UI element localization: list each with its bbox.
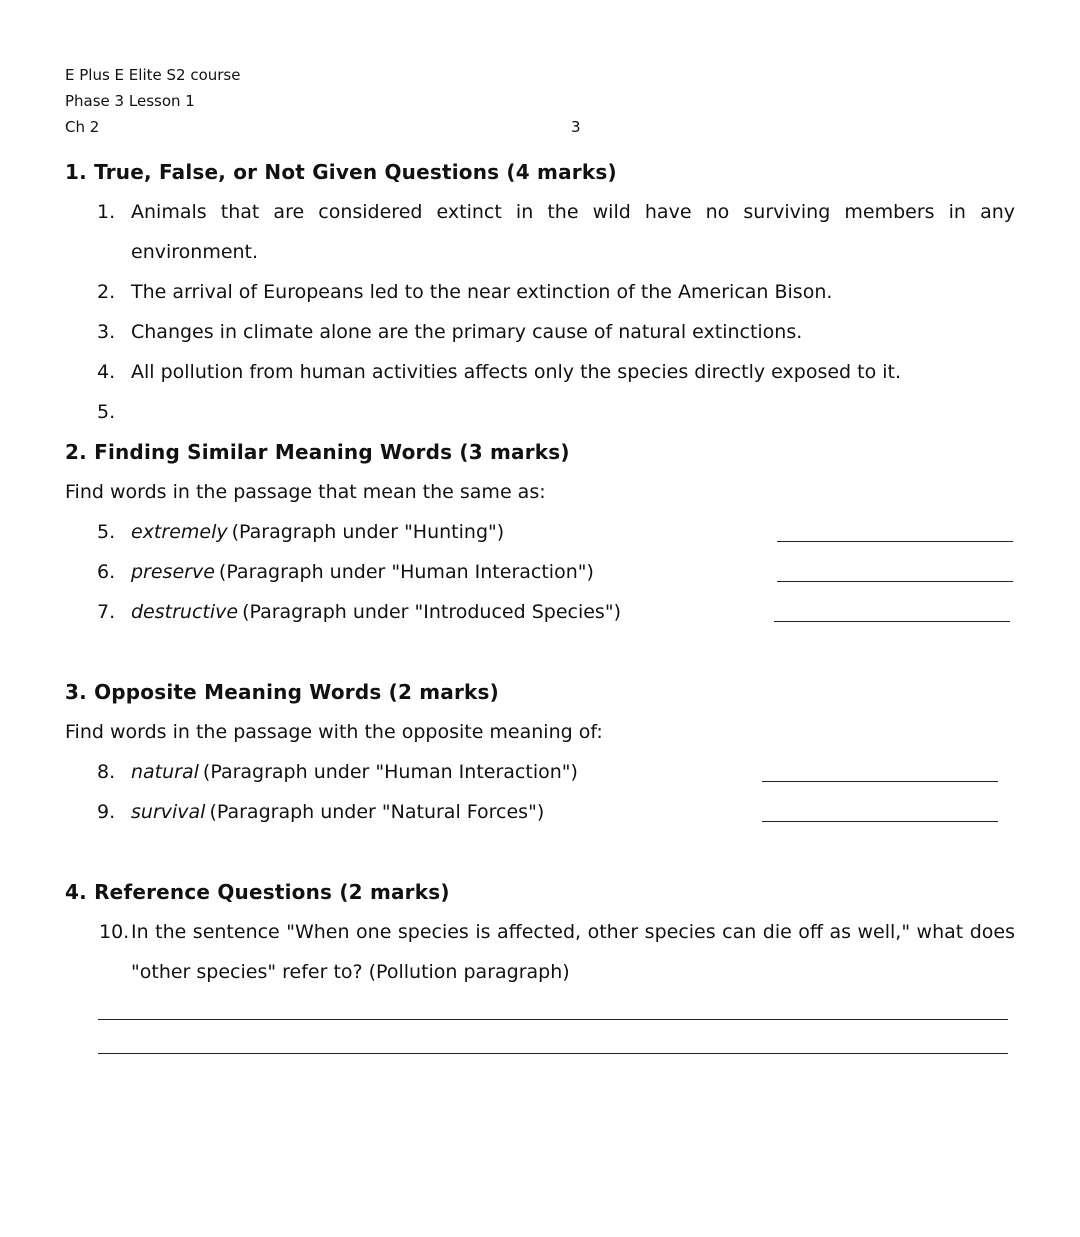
paragraph-reference: (Paragraph under "Human Interaction") [218, 561, 594, 583]
spacer [65, 632, 1015, 672]
question-text: The arrival of Europeans led to the near extinction of the American Bison. [131, 281, 833, 303]
question-3 [65, 312, 1015, 352]
worksheet-body [65, 152, 1015, 1060]
question-number: 9. [97, 801, 116, 823]
question-number: 8. [97, 761, 116, 783]
question-7 [65, 592, 1015, 632]
question-8 [65, 752, 1015, 792]
question-text: In the sentence "When one species is affected, other species can die off as well," what does "other species" refer to? (Pollution paragraph) [131, 921, 1015, 983]
answer-blank[interactable] [777, 512, 1013, 552]
question-text: All pollution from human activities affects only the species directly exposed to it. [131, 361, 902, 383]
section-3-title: 3. Opposite Meaning Words (2 marks) [65, 680, 499, 704]
question-text: Changes in climate alone are the primary cause of natural extinctions. [131, 321, 803, 343]
paragraph-reference: (Paragraph under "Hunting") [231, 521, 505, 543]
question-number: 1. [97, 201, 116, 223]
section-2-title: 2. Finding Similar Meaning Words (3 marks) [65, 440, 570, 464]
question-text: Animals that are considered extinct in the wild have no surviving members in any environment. [131, 201, 1015, 263]
page-header [65, 62, 1015, 140]
target-word: destructive [131, 601, 239, 623]
paragraph-reference: (Paragraph under "Natural Forces") [209, 801, 545, 823]
question-10 [65, 912, 1015, 992]
chapter-row [65, 114, 1015, 140]
paragraph-reference: (Paragraph under "Introduced Species") [242, 601, 621, 623]
target-word: extremely [131, 521, 228, 543]
course-name: E Plus E Elite S2 course [65, 66, 241, 84]
question-6 [65, 552, 1015, 592]
answer-blank[interactable] [762, 752, 998, 792]
target-word: survival [131, 801, 206, 823]
section-1-title: 1. True, False, or Not Given Questions (4 marks) [65, 160, 617, 184]
paragraph-reference: (Paragraph under "Human Interaction") [202, 761, 578, 783]
target-word: natural [131, 761, 199, 783]
question-2 [65, 272, 1015, 312]
answer-blank[interactable] [777, 552, 1013, 592]
target-word: preserve [131, 561, 215, 583]
question-1 [65, 192, 1015, 272]
question-number: 10. [99, 921, 130, 943]
question-number: 5. [97, 401, 116, 423]
question-5-empty [65, 392, 1015, 432]
section-4-title: 4. Reference Questions (2 marks) [65, 880, 450, 904]
page-number: 3 [571, 118, 581, 136]
section-3-instructions: Find words in the passage with the opposite meaning of: [65, 721, 603, 743]
answer-line[interactable] [98, 992, 1008, 1026]
question-number: 3. [97, 321, 116, 343]
question-number: 7. [97, 601, 116, 623]
question-4 [65, 352, 1015, 392]
chapter-label: Ch 2 [65, 118, 100, 136]
question-9 [65, 792, 1015, 832]
question-number: 6. [97, 561, 116, 583]
lesson-name: Phase 3 Lesson 1 [65, 92, 195, 110]
section-2-instructions: Find words in the passage that mean the same as: [65, 481, 546, 503]
question-number: 2. [97, 281, 116, 303]
question-number: 4. [97, 361, 116, 383]
answer-blank[interactable] [762, 792, 998, 832]
answer-blank[interactable] [774, 592, 1010, 632]
question-number: 5. [97, 521, 116, 543]
spacer [65, 832, 1015, 872]
question-5 [65, 512, 1015, 552]
answer-line[interactable] [98, 1026, 1008, 1060]
